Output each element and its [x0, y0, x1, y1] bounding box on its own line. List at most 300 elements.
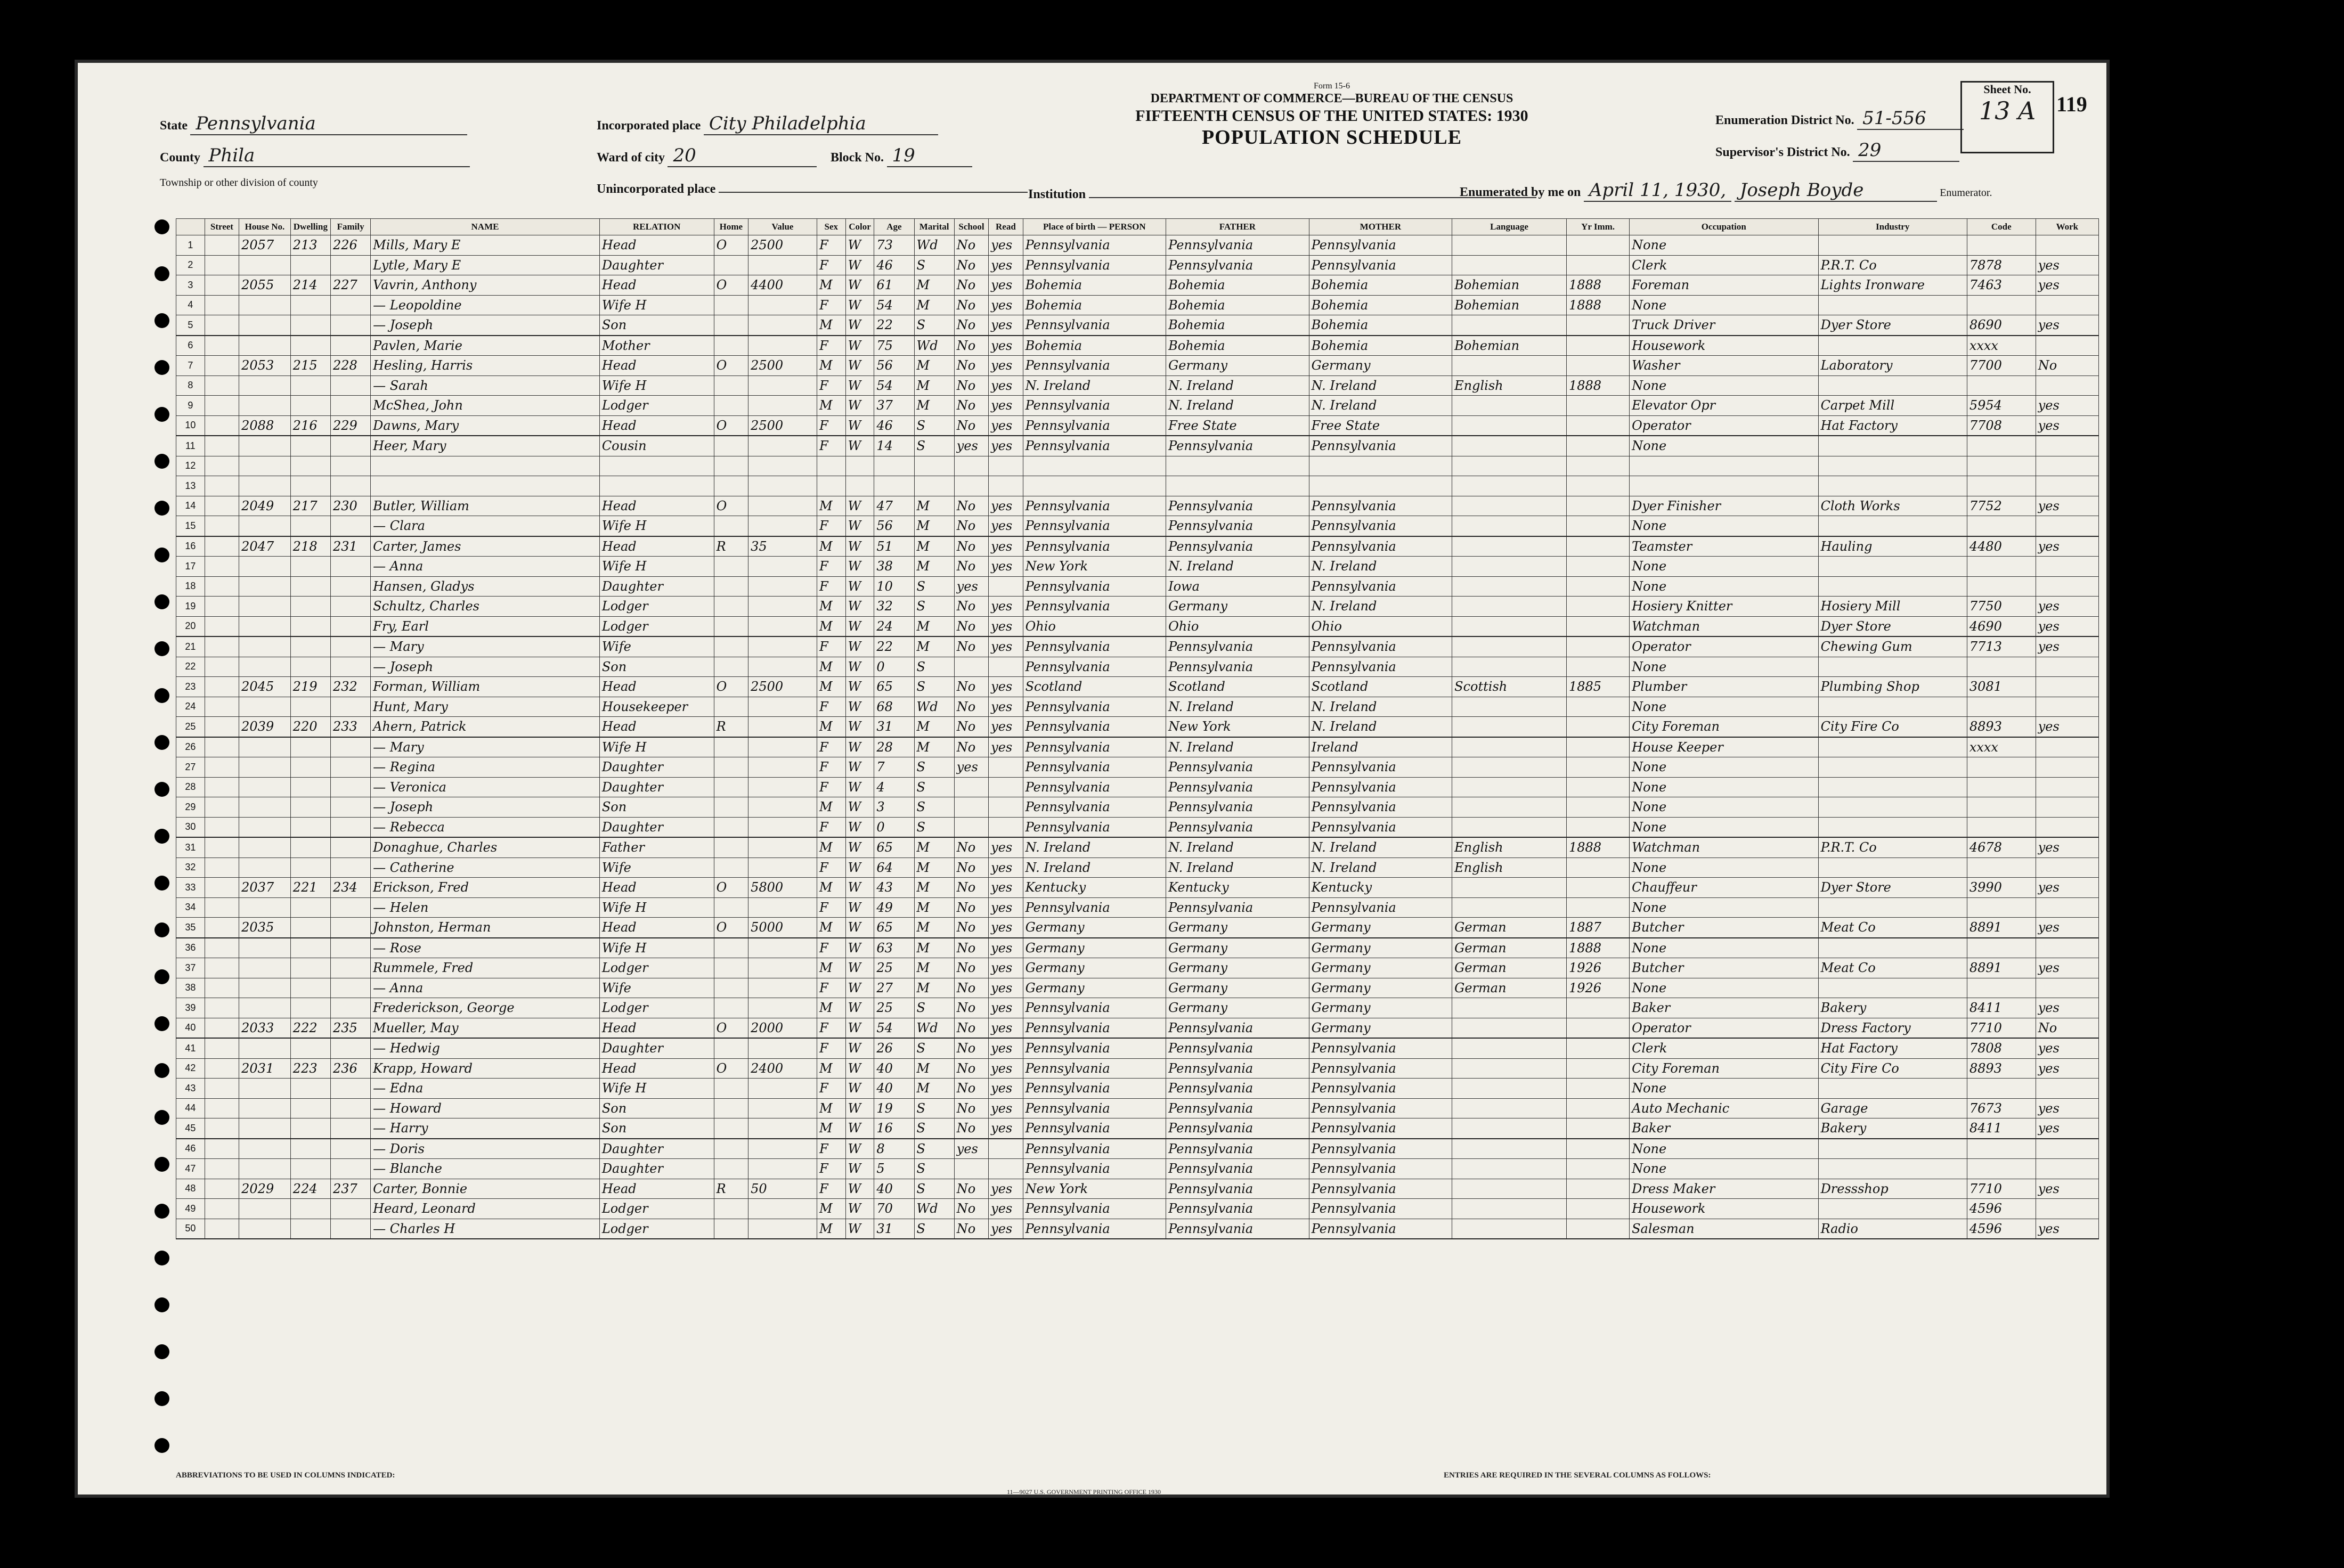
table-cell: [330, 858, 370, 878]
table-cell: Pennsylvania: [1023, 1098, 1166, 1118]
table-cell: Clerk: [1630, 255, 1818, 275]
table-cell: [330, 1098, 370, 1118]
table-cell: yes: [989, 878, 1023, 898]
table-cell: 1926: [1566, 978, 1629, 998]
table-cell: [205, 858, 239, 878]
line-number: 25: [176, 717, 205, 737]
table-cell: Butcher: [1630, 918, 1818, 938]
table-cell: Scotland: [1309, 677, 1452, 697]
table-cell: W: [845, 938, 874, 958]
table-cell: [239, 516, 291, 536]
table-cell: [1566, 1058, 1629, 1079]
table-cell: 75: [874, 336, 914, 356]
table-cell: F: [817, 1139, 845, 1159]
table-cell: Mueller, May: [371, 1018, 600, 1038]
table-cell: W: [845, 878, 874, 898]
table-cell: [748, 697, 817, 717]
table-cell: Operator: [1630, 415, 1818, 436]
table-cell: M: [914, 375, 954, 396]
table-cell: No: [954, 717, 988, 737]
table-cell: [1967, 576, 2036, 597]
table-row: [176, 1159, 2099, 1179]
table-cell: 4690: [1967, 616, 2036, 636]
table-cell: [205, 797, 239, 818]
table-cell: F: [817, 375, 845, 396]
line-number: 15: [176, 516, 205, 536]
table-cell: [330, 557, 370, 577]
table-cell: Baker: [1630, 1118, 1818, 1139]
table-cell: None: [1630, 897, 1818, 918]
table-cell: Daughter: [599, 1159, 714, 1179]
table-cell: Carpet Mill: [1818, 396, 1967, 416]
table-cell: [239, 375, 291, 396]
table-cell: O: [714, 1018, 748, 1038]
table-cell: [1818, 1159, 1967, 1179]
table-cell: O: [714, 878, 748, 898]
table-row: [176, 597, 2099, 617]
table-cell: F: [817, 978, 845, 998]
table-cell: 64: [874, 858, 914, 878]
table-cell: Pennsylvania: [1166, 777, 1309, 797]
table-cell: [239, 1098, 291, 1118]
table-row: [176, 757, 2099, 778]
table-cell: [989, 657, 1023, 677]
table-cell: F: [817, 1018, 845, 1038]
table-cell: Son: [599, 1118, 714, 1139]
table-cell: [714, 998, 748, 1018]
table-cell: No: [954, 255, 988, 275]
table-cell: [205, 336, 239, 356]
table-cell: [1452, 998, 1567, 1018]
table-cell: Lodger: [599, 597, 714, 617]
table-cell: [1967, 657, 2036, 677]
table-cell: [954, 456, 988, 476]
table-cell: [290, 375, 330, 396]
table-cell: [714, 1098, 748, 1118]
table-cell: [2036, 1079, 2098, 1099]
table-cell: Pennsylvania: [1309, 1038, 1452, 1058]
table-cell: No: [954, 1038, 988, 1058]
ward-field: Ward of city 20 Block No. 19: [597, 145, 972, 167]
table-cell: No: [954, 938, 988, 958]
table-cell: No: [954, 998, 988, 1018]
table-cell: F: [817, 697, 845, 717]
table-cell: S: [914, 597, 954, 617]
table-cell: [290, 797, 330, 818]
table-cell: O: [714, 415, 748, 436]
table-cell: [1452, 1219, 1567, 1239]
table-cell: F: [817, 1179, 845, 1199]
table-cell: yes: [954, 757, 988, 778]
table-cell: [239, 1118, 291, 1139]
table-cell: [1566, 616, 1629, 636]
sheet-number: 13 A: [1979, 96, 2036, 125]
table-cell: [714, 576, 748, 597]
table-cell: Pennsylvania: [1023, 777, 1166, 797]
table-cell: M: [914, 878, 954, 898]
line-number: 41: [176, 1038, 205, 1058]
table-cell: [205, 837, 239, 858]
table-cell: Pennsylvania: [1023, 636, 1166, 657]
table-cell: F: [817, 897, 845, 918]
line-number: 45: [176, 1118, 205, 1139]
table-cell: Ahern, Patrick: [371, 717, 600, 737]
table-cell: xxxx: [1967, 737, 2036, 757]
table-cell: Hansen, Gladys: [371, 576, 600, 597]
table-cell: Scottish: [1452, 677, 1567, 697]
table-cell: City Fire Co: [1818, 717, 1967, 737]
table-row: [176, 557, 2099, 577]
table-cell: Pennsylvania: [1309, 496, 1452, 516]
table-row: [176, 1219, 2099, 1239]
table-cell: M: [817, 717, 845, 737]
table-cell: [290, 1139, 330, 1159]
table-cell: yes: [2036, 998, 2098, 1018]
table-cell: [1566, 436, 1629, 456]
table-cell: No: [954, 516, 988, 536]
table-cell: yes: [989, 315, 1023, 336]
table-cell: Dress Maker: [1630, 1179, 1818, 1199]
table-cell: [1452, 616, 1567, 636]
table-cell: 2031: [239, 1058, 291, 1079]
table-cell: yes: [989, 275, 1023, 296]
table-cell: W: [845, 1219, 874, 1239]
column-header: Read: [989, 219, 1023, 235]
table-cell: Head: [599, 235, 714, 256]
table-cell: Daughter: [599, 255, 714, 275]
table-cell: [714, 456, 748, 476]
table-cell: Carter, James: [371, 536, 600, 557]
table-cell: [1452, 1159, 1567, 1179]
table-cell: No: [954, 295, 988, 315]
table-cell: yes: [989, 958, 1023, 978]
table-cell: [954, 1159, 988, 1179]
binding-hole: [154, 829, 169, 844]
table-cell: Dyer Finisher: [1630, 496, 1818, 516]
table-cell: yes: [989, 415, 1023, 436]
table-cell: S: [914, 777, 954, 797]
table-cell: [239, 1139, 291, 1159]
line-number: 44: [176, 1098, 205, 1118]
table-cell: No: [954, 356, 988, 376]
table-cell: [2036, 576, 2098, 597]
table-cell: [1566, 315, 1629, 336]
table-cell: [1566, 1038, 1629, 1058]
binding-hole: [154, 454, 169, 469]
table-cell: Wife H: [599, 1079, 714, 1099]
table-cell: Pennsylvania: [1166, 255, 1309, 275]
table-cell: [1566, 1098, 1629, 1118]
table-cell: 2053: [239, 356, 291, 376]
table-cell: [874, 476, 914, 496]
table-cell: [205, 1159, 239, 1179]
table-cell: Daughter: [599, 576, 714, 597]
table-cell: [330, 1219, 370, 1239]
table-cell: F: [817, 336, 845, 356]
table-cell: [1818, 697, 1967, 717]
table-cell: [290, 1118, 330, 1139]
binding-hole: [154, 548, 169, 562]
line-number: 31: [176, 837, 205, 858]
table-cell: Pennsylvania: [1309, 516, 1452, 536]
table-cell: [714, 958, 748, 978]
table-cell: F: [817, 255, 845, 275]
table-cell: 216: [290, 415, 330, 436]
table-cell: [748, 1159, 817, 1179]
table-cell: N. Ireland: [1166, 858, 1309, 878]
table-cell: [330, 516, 370, 536]
table-cell: yes: [2036, 1179, 2098, 1199]
table-cell: yes: [989, 616, 1023, 636]
table-cell: [290, 597, 330, 617]
table-cell: W: [845, 616, 874, 636]
table-cell: Daughter: [599, 817, 714, 837]
column-header: [176, 219, 205, 235]
table-cell: [1566, 536, 1629, 557]
binding-hole: [154, 1438, 169, 1453]
stamp-number: 119: [2056, 92, 2087, 116]
table-cell: Ohio: [1166, 616, 1309, 636]
table-cell: [1566, 1199, 1629, 1219]
table-cell: S: [914, 657, 954, 677]
table-cell: [1566, 858, 1629, 878]
table-cell: yes: [989, 557, 1023, 577]
table-cell: [290, 1219, 330, 1239]
table-cell: [239, 697, 291, 717]
table-cell: [239, 958, 291, 978]
table-cell: [1566, 235, 1629, 256]
table-cell: yes: [989, 356, 1023, 376]
table-cell: 1888: [1566, 375, 1629, 396]
table-cell: 8893: [1967, 717, 2036, 737]
table-cell: — Howard: [371, 1098, 600, 1118]
table-cell: [205, 897, 239, 918]
table-cell: Pennsylvania: [1166, 897, 1309, 918]
table-cell: W: [845, 697, 874, 717]
table-cell: Pavlen, Marie: [371, 336, 600, 356]
table-cell: Lodger: [599, 616, 714, 636]
table-cell: [1818, 1199, 1967, 1219]
table-cell: [1967, 476, 2036, 496]
table-cell: M: [817, 496, 845, 516]
table-cell: Pennsylvania: [1309, 1179, 1452, 1199]
table-cell: [1452, 496, 1567, 516]
table-cell: W: [845, 636, 874, 657]
table-cell: [239, 998, 291, 1018]
table-cell: yes: [989, 1219, 1023, 1239]
line-number: 23: [176, 677, 205, 697]
table-cell: [205, 516, 239, 536]
table-cell: [748, 315, 817, 336]
table-cell: W: [845, 1079, 874, 1099]
table-cell: [290, 938, 330, 958]
line-number: 35: [176, 918, 205, 938]
table-cell: Germany: [1309, 356, 1452, 376]
table-cell: 222: [290, 1018, 330, 1038]
table-cell: Schultz, Charles: [371, 597, 600, 617]
table-cell: 2500: [748, 356, 817, 376]
line-number: 42: [176, 1058, 205, 1079]
table-cell: 230: [330, 496, 370, 516]
table-cell: M: [817, 597, 845, 617]
table-cell: Pennsylvania: [1166, 1139, 1309, 1159]
line-number: 1: [176, 235, 205, 256]
table-cell: [330, 436, 370, 456]
line-number: 11: [176, 436, 205, 456]
table-cell: No: [954, 496, 988, 516]
table-cell: None: [1630, 235, 1818, 256]
table-cell: N. Ireland: [1166, 837, 1309, 858]
table-cell: yes: [989, 516, 1023, 536]
table-row: [176, 436, 2099, 456]
table-cell: [205, 496, 239, 516]
table-cell: Germany: [1166, 958, 1309, 978]
table-cell: None: [1630, 1079, 1818, 1099]
table-cell: 4480: [1967, 536, 2036, 557]
binding-hole: [154, 313, 169, 328]
table-cell: Hesling, Harris: [371, 356, 600, 376]
table-cell: yes: [989, 897, 1023, 918]
table-cell: S: [914, 757, 954, 778]
table-cell: 7710: [1967, 1179, 2036, 1199]
table-cell: W: [845, 897, 874, 918]
table-cell: 31: [874, 717, 914, 737]
table-cell: [714, 978, 748, 998]
line-number: 12: [176, 456, 205, 476]
table-cell: yes: [989, 717, 1023, 737]
column-header: Language: [1452, 219, 1567, 235]
table-row: [176, 275, 2099, 296]
form-title: [1065, 81, 1598, 150]
table-cell: [748, 1199, 817, 1219]
table-cell: Germany: [1309, 918, 1452, 938]
table-cell: F: [817, 777, 845, 797]
table-cell: [290, 858, 330, 878]
table-cell: Head: [599, 1018, 714, 1038]
table-cell: Washer: [1630, 356, 1818, 376]
table-cell: City Foreman: [1630, 1058, 1818, 1079]
table-cell: New York: [1166, 717, 1309, 737]
table-cell: 1888: [1566, 938, 1629, 958]
table-cell: Pennsylvania: [1023, 1038, 1166, 1058]
line-number: 17: [176, 557, 205, 577]
table-cell: yes: [2036, 1219, 2098, 1239]
table-cell: Hunt, Mary: [371, 697, 600, 717]
table-cell: [205, 396, 239, 416]
table-cell: [1452, 817, 1567, 837]
table-cell: No: [954, 1199, 988, 1219]
table-row: [176, 737, 2099, 757]
table-cell: [239, 657, 291, 677]
table-cell: 37: [874, 396, 914, 416]
table-cell: [371, 476, 600, 496]
table-cell: [1452, 536, 1567, 557]
table-cell: [2036, 697, 2098, 717]
table-cell: N. Ireland: [1023, 375, 1166, 396]
table-cell: O: [714, 677, 748, 697]
table-cell: [1023, 456, 1166, 476]
table-cell: None: [1630, 1139, 1818, 1159]
table-cell: Wife H: [599, 897, 714, 918]
table-cell: [748, 336, 817, 356]
table-cell: [714, 1118, 748, 1139]
table-cell: [330, 697, 370, 717]
table-cell: Meat Co: [1818, 958, 1967, 978]
column-header: Occupation: [1630, 219, 1818, 235]
table-cell: Dyer Store: [1818, 878, 1967, 898]
table-cell: [1566, 396, 1629, 416]
table-cell: Pennsylvania: [1309, 1159, 1452, 1179]
table-cell: 5: [874, 1159, 914, 1179]
table-cell: W: [845, 415, 874, 436]
table-cell: Bohemia: [1166, 315, 1309, 336]
table-cell: P.R.T. Co: [1818, 255, 1967, 275]
table-cell: Pennsylvania: [1023, 1079, 1166, 1099]
table-cell: [1452, 1179, 1567, 1199]
table-cell: [714, 777, 748, 797]
table-cell: [989, 1159, 1023, 1179]
table-cell: — Sarah: [371, 375, 600, 396]
table-cell: [1967, 1139, 2036, 1159]
table-cell: [1818, 797, 1967, 818]
table-cell: [748, 958, 817, 978]
table-cell: [714, 597, 748, 617]
table-cell: 237: [330, 1179, 370, 1199]
table-cell: F: [817, 235, 845, 256]
table-cell: [989, 757, 1023, 778]
table-cell: 7708: [1967, 415, 2036, 436]
table-cell: [290, 436, 330, 456]
table-row: [176, 697, 2099, 717]
table-cell: yes: [2036, 616, 2098, 636]
table-cell: yes: [2036, 396, 2098, 416]
table-cell: 65: [874, 837, 914, 858]
table-cell: [205, 1079, 239, 1099]
binding-hole: [154, 594, 169, 609]
table-cell: 229: [330, 415, 370, 436]
table-cell: [2036, 797, 2098, 818]
table-cell: Pennsylvania: [1166, 1079, 1309, 1099]
table-cell: Ireland: [1309, 737, 1452, 757]
table-cell: [1452, 1199, 1567, 1219]
table-cell: Son: [599, 1098, 714, 1118]
table-cell: [330, 757, 370, 778]
table-cell: F: [817, 817, 845, 837]
table-cell: [748, 717, 817, 737]
table-cell: [1818, 938, 1967, 958]
table-cell: yes: [989, 375, 1023, 396]
line-number: 21: [176, 636, 205, 657]
table-cell: yes: [2036, 415, 2098, 436]
table-cell: [714, 476, 748, 496]
table-cell: [290, 918, 330, 938]
table-cell: Head: [599, 878, 714, 898]
table-cell: Mother: [599, 336, 714, 356]
table-cell: 1887: [1566, 918, 1629, 938]
table-cell: No: [954, 1058, 988, 1079]
table-cell: [714, 1199, 748, 1219]
table-cell: [748, 1038, 817, 1058]
table-cell: [1566, 1139, 1629, 1159]
table-cell: 2057: [239, 235, 291, 256]
table-cell: W: [845, 597, 874, 617]
table-cell: [290, 1199, 330, 1219]
table-cell: Pennsylvania: [1023, 396, 1166, 416]
line-number: 28: [176, 777, 205, 797]
table-cell: — Edna: [371, 1079, 600, 1099]
table-cell: [2036, 978, 2098, 998]
table-cell: [1818, 757, 1967, 778]
